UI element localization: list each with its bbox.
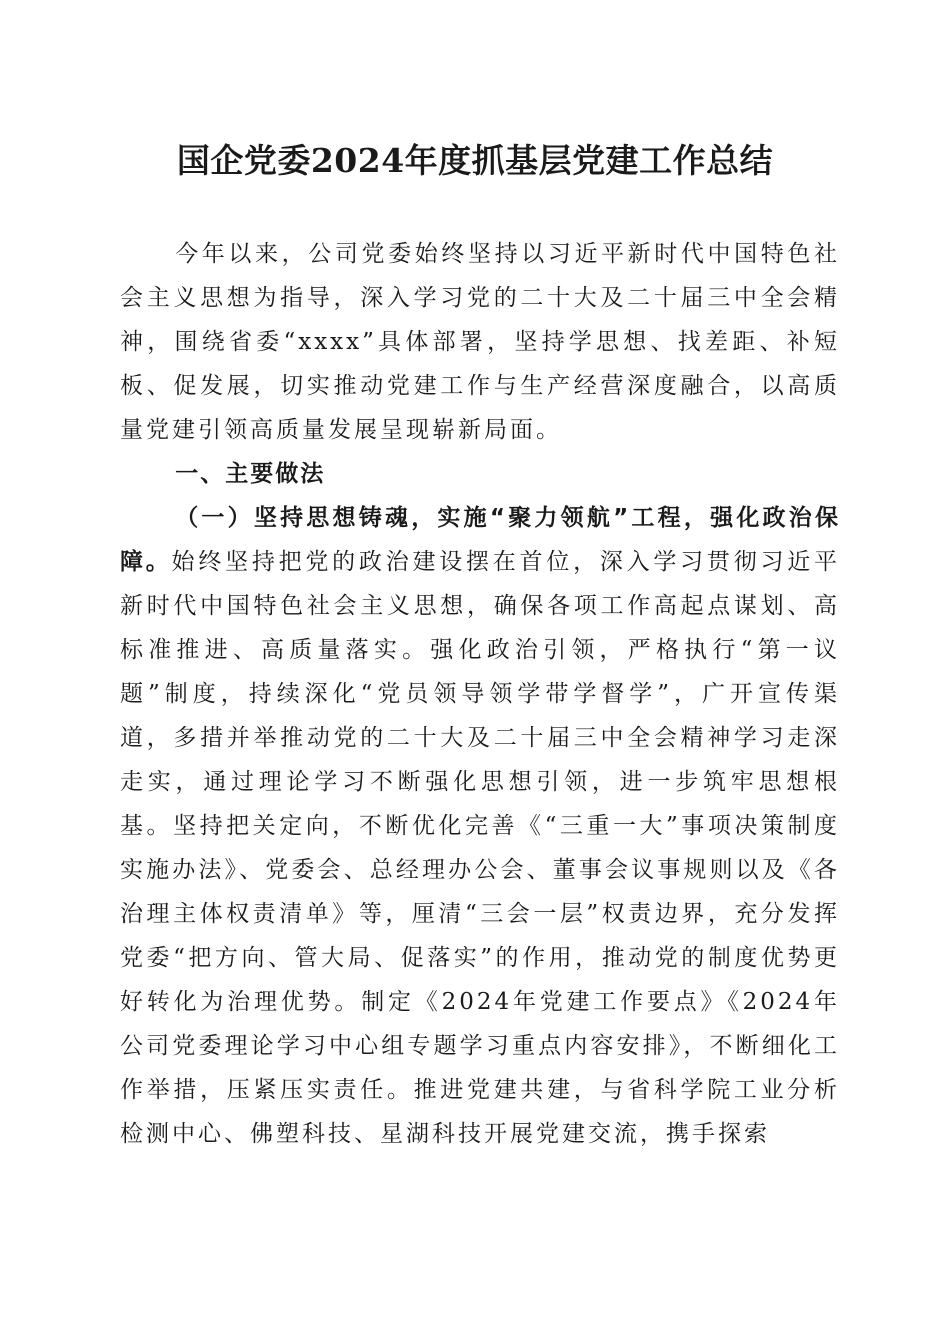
paragraph-text: 始终坚持把党的政治建设摆在首位，深入学习贯彻习近平新时代中国特色社会主义思想，确保各项工作高起点谋划、高标准推进、高质量落实。强化政治引领，严格执行“第一议题”制度，持续深化“党员领导领学带学督学”，广开宣传渠道，多措并举推动党的二十大及二十届三中全会精神学习走深走实，通过理论学习不断强化思想引领，进一步筑牢思想根基。坚持把关定向，不断优化完善《“三重一大”事项决策制度实施办法》、党委会、总经理办公会、董事会议事规则以及《各治理主体权责清单》等，厘清“三会一层”权责边界，充分发挥党委“把方向、管大局、促落实”的作用，推动党的制度优势更好转化为治理优势。制定《2024年党建工作要点》《2024年公司党委理论学习中心组专题学习重点内容安排》，不断细化工作举措，压紧压实责任。推进党建共建，与省科学院工业分析检测中心、佛塑科技、星湖科技开展党建交流，携手探索 [120,549,841,1147]
document-body [120,232,840,1156]
intro-paragraph: 今年以来，公司党委始终坚持以习近平新时代中国特色社会主义思想为指导，深入学习党的二十大及二十届三中全会精神，围绕省委“xxxx”具体部署，坚持学思想、找差距、补短板、促发展，切实推动党建工作与生产经营深度融合，以高质量党建引领高质量发展呈现崭新局面。 [120,241,840,443]
section-paragraph [120,496,840,1156]
document-title: 国企党委2024年度抓基层党建工作总结 [176,141,774,180]
section-heading: 一、主要做法 [175,461,326,487]
sub-heading: （一）坚持思想铸魂，实施“聚力领航”工程，强化政治保障。 [120,505,840,575]
